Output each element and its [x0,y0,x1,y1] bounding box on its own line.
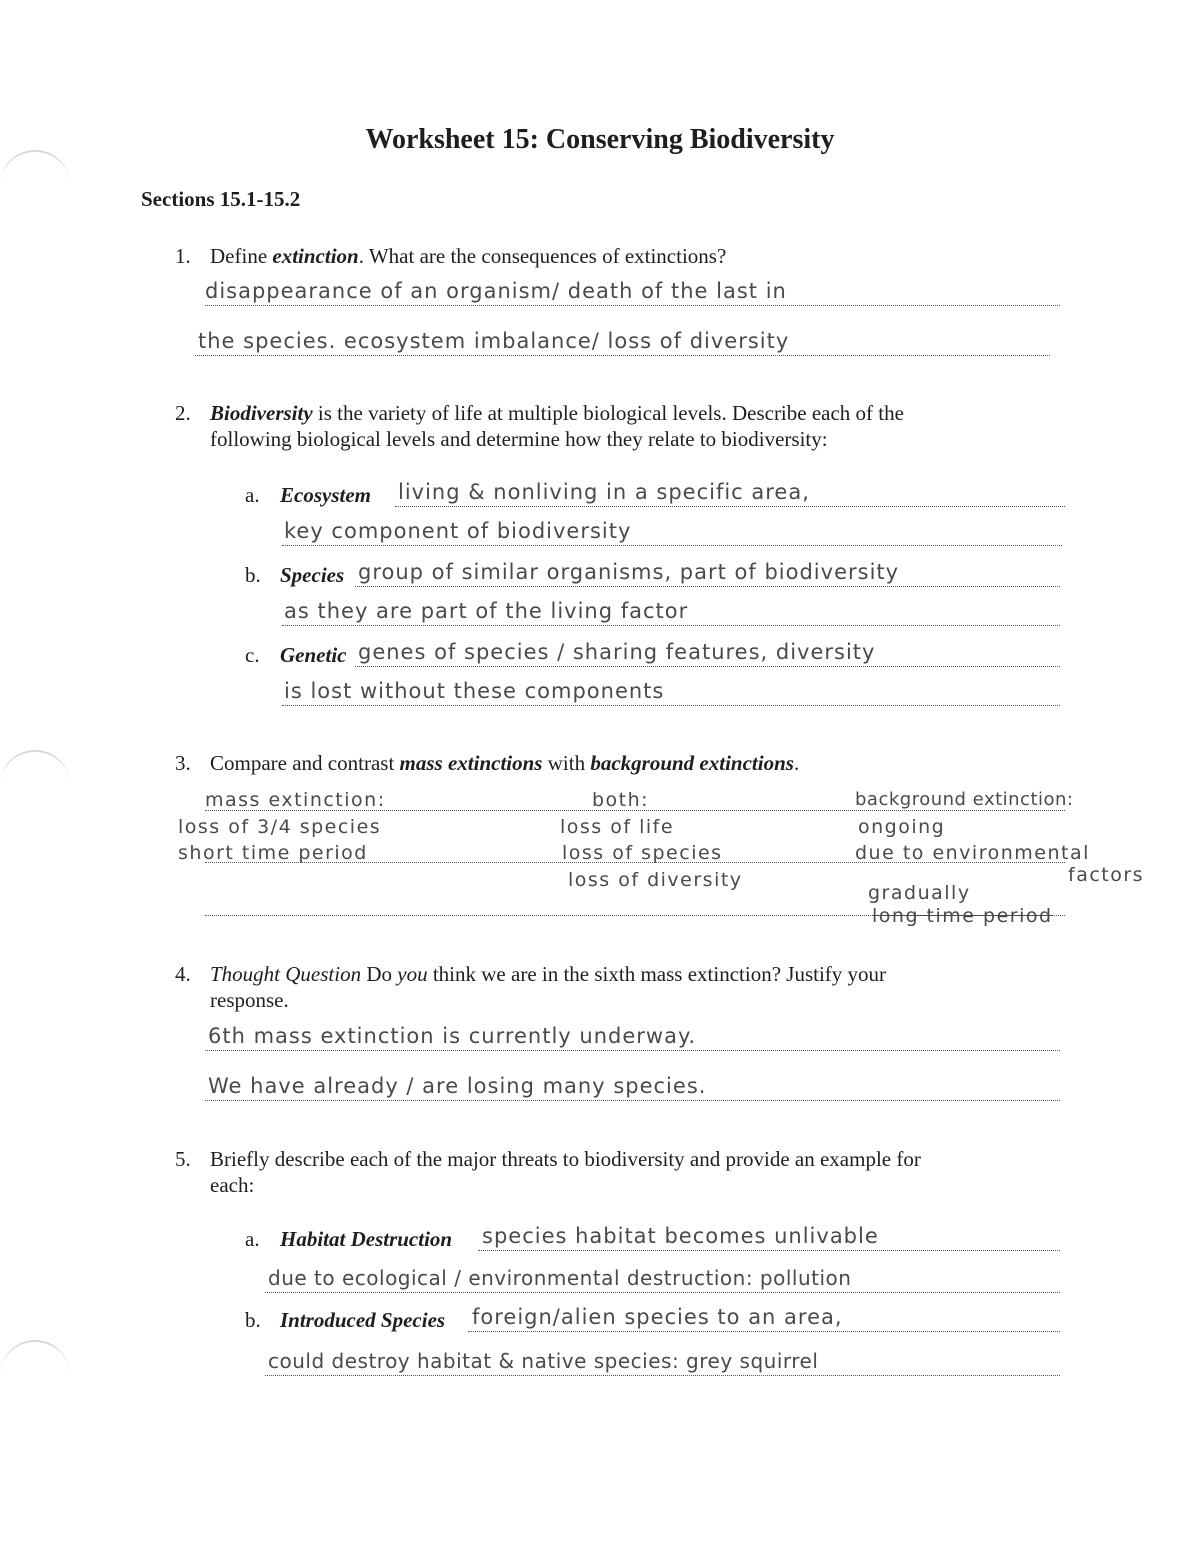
q5-number: 5. [175,1147,191,1171]
answer-line [478,1250,1060,1251]
q5b-letter: b. [245,1308,261,1332]
q2-prompt-line-1: Biodiversity is the variety of life at multiple biological levels. Describe each of the [210,401,904,425]
q4-prompt-line-2: response. [210,988,289,1012]
answer-line [468,1331,1060,1332]
q2a-letter: a. [245,483,260,507]
q2b-letter: b. [245,563,261,587]
page-title: Worksheet 15: Conserving Biodiversity [365,124,835,155]
q5b-answer-line-2: could destroy habitat & native species: grey squirrel [268,1349,819,1373]
q3-mass-heading: mass extinction: [205,789,386,811]
answer-line [265,1375,1060,1376]
q2c-label: Genetic [280,643,347,667]
answer-line [355,666,1060,667]
q1-answer-line-2: the species. ecosystem imbalance/ loss of diversity [198,329,790,353]
q2c-answer-line-1: genes of species / sharing features, diversity [358,640,876,664]
q3-background-item: gradually [868,882,971,904]
q2-prompt-line-2: following biological levels and determine how they relate to biodiversity: [210,427,828,451]
q4-number: 4. [175,962,191,986]
answer-line [205,1050,1060,1051]
answer-line [282,625,1060,626]
q2b-answer-line-2: as they are part of the living factor [284,599,689,623]
q3-background-item: due to environmental [855,842,1090,864]
q3-background-item-struck: long time period [872,905,1053,927]
q3-mass-item: short time period [178,842,368,864]
answer-line [265,1292,1060,1293]
q2a-label: Ecosystem [280,483,371,507]
q4-answer-line-2: We have already / are losing many species. [208,1074,707,1098]
q5a-label: Habitat Destruction [280,1227,453,1251]
q2b-label: Species [280,563,345,587]
q2a-answer-line-1: living & nonliving in a specific area, [398,480,810,504]
q5a-letter: a. [245,1227,260,1251]
q3-prompt: Compare and contrast mass extinctions with background extinctions. [210,751,800,775]
q4-prompt-line-1: Thought Question Do you think we are in the sixth mass extinction? Justify your [210,962,887,986]
q5-prompt-line-1: Briefly describe each of the major threats to biodiversity and provide an example for [210,1147,921,1171]
q2b-answer-line-1: group of similar organisms, part of biodiversity [358,560,900,584]
answer-line [355,586,1060,587]
q3-background-item: ongoing [858,816,946,838]
answer-line [282,705,1060,706]
section-heading: Sections 15.1-15.2 [141,187,301,211]
answer-line [205,305,1060,306]
q5b-label: Introduced Species [280,1308,446,1332]
q2c-letter: c. [245,643,260,667]
q5b-answer-line-1: foreign/alien species to an area, [472,1305,843,1329]
q2c-answer-line-2: is lost without these components [284,679,665,703]
q3-background-heading: background extinction: [855,789,1074,810]
q5a-answer-line-2: due to ecological / environmental destruction: pollution [268,1266,852,1290]
q1-number: 1. [175,244,191,268]
answer-line [195,355,1050,356]
q3-mass-item: loss of 3/4 species [178,816,382,838]
q5-prompt-line-2: each: [210,1173,255,1197]
q3-number: 3. [175,751,191,775]
q3-background-item: factors [1068,864,1145,886]
punch-hole-mark [0,750,70,812]
q1-answer-line-1: disappearance of an organism/ death of the last in [205,279,787,303]
answer-line [395,506,1065,507]
q2-term: Biodiversity [210,401,313,425]
q1-prompt: Define extinction. What are the consequences of extinctions? [210,244,727,268]
punch-hole-mark [0,150,70,212]
answer-line [205,1100,1060,1101]
q3-both-item: loss of life [560,816,675,838]
q3-both-item: loss of diversity [568,869,743,891]
q3-both-heading: both: [592,789,650,811]
answer-line [282,545,1062,546]
q2a-answer-line-2: key component of biodiversity [284,519,632,543]
punch-hole-mark [0,1340,70,1402]
q4-answer-line-1: 6th mass extinction is currently underway. [208,1024,697,1048]
q1-term: extinction [272,244,359,268]
q5a-answer-line-1: species habitat becomes unlivable [482,1224,879,1248]
q3-both-item: loss of species [562,842,723,864]
q2-number: 2. [175,401,191,425]
